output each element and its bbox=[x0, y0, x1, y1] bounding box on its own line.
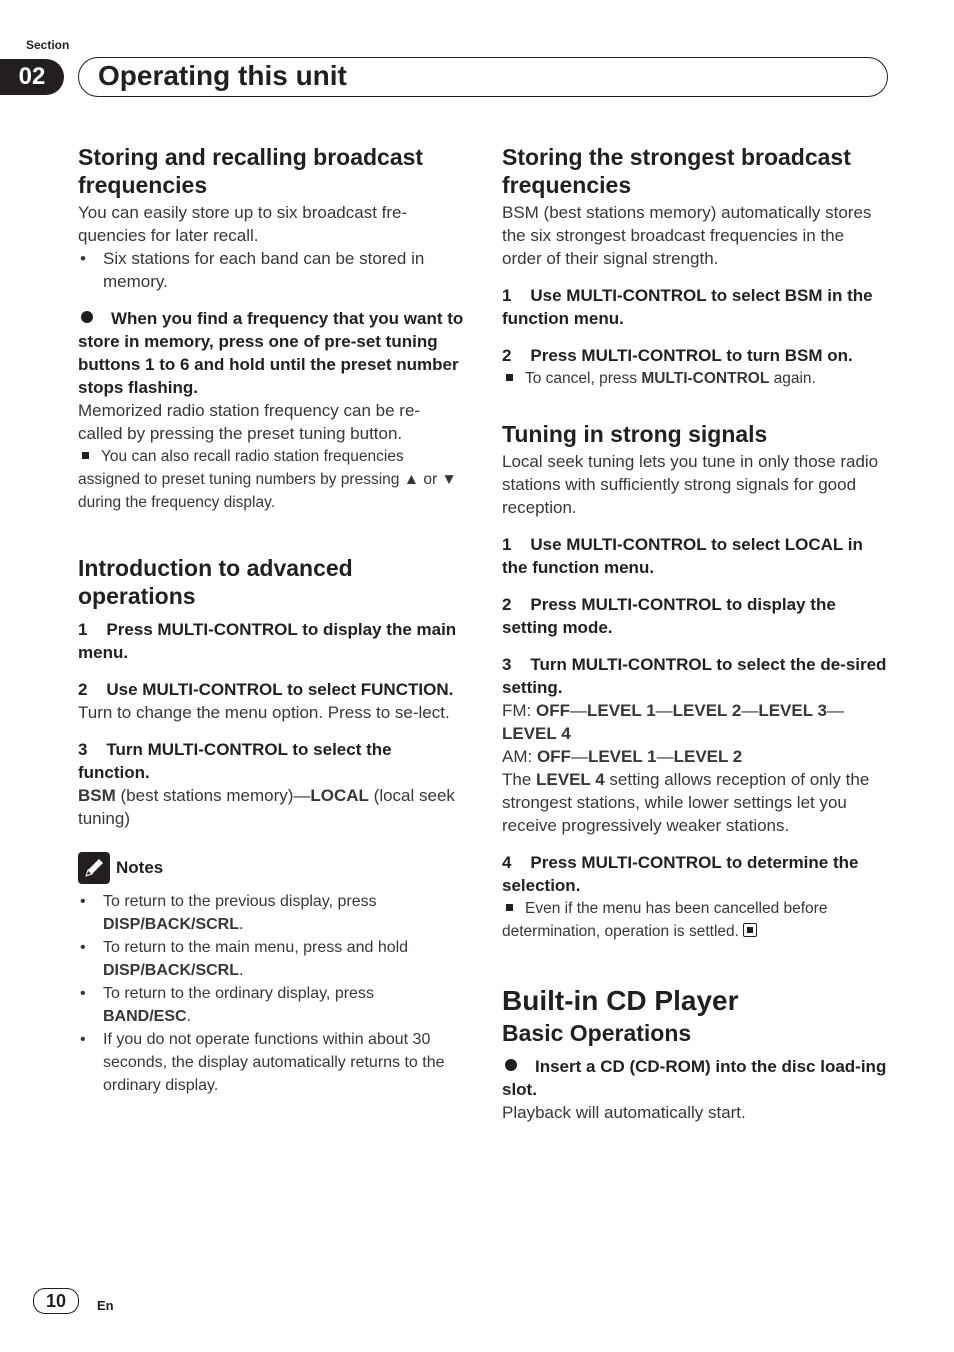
notes-list bbox=[78, 890, 464, 1097]
heading-basic-operations: Basic Operations bbox=[502, 1020, 692, 1046]
tuning-intro: Local seek tuning lets you tune in only those radio stations with sufficiently strong signals for good reception. bbox=[502, 452, 879, 517]
bsm-step-1: 1 Use MULTI-CONTROL to select BSM in the function menu. bbox=[502, 286, 873, 328]
left-column bbox=[78, 143, 464, 1097]
tuning-step-4: 4 Press MULTI-CONTROL to determine the selection. bbox=[502, 853, 859, 895]
store-step: When you find a frequency that you want to store in memory, press one of pre-set tuning buttons 1 to 6 and hold until the preset number stops flashing. bbox=[78, 309, 464, 397]
tuning-step-1: 1 Use MULTI-CONTROL to select LOCAL in the function menu. bbox=[502, 535, 863, 577]
note-square-icon bbox=[82, 452, 89, 459]
bsm-step-2: 2 Press MULTI-CONTROL to turn BSM on. bbox=[502, 346, 853, 365]
cd-step: Insert a CD (CD-ROM) into the disc load-ing slot. bbox=[502, 1057, 887, 1099]
store-body: Memorized radio station frequency can be re-called by pressing the preset tuning button. bbox=[78, 401, 421, 443]
tuning-step-3: 3 Turn MULTI-CONTROL to select the de-sired setting. bbox=[502, 655, 887, 697]
heading-tuning-strong: Tuning in strong signals bbox=[502, 421, 768, 447]
bsm-intro: BSM (best stations memory) automatically stores the six strongest broadcast frequencies in the order of their signal strength. bbox=[502, 203, 872, 268]
adv-step-2: 2 Use MULTI-CONTROL to select FUNCTION. bbox=[78, 680, 454, 699]
note-item: • To return to the main menu, press and hold DISP/BACK/SCRL. bbox=[78, 936, 464, 982]
bullet-dot-icon bbox=[81, 311, 93, 323]
note-item: • If you do not operate functions within about 30 seconds, the display automatically returns to the ordinary display. bbox=[78, 1028, 464, 1097]
notes-title: Notes bbox=[116, 858, 164, 877]
fm-levels: FM: OFF—LEVEL 1—LEVEL 2—LEVEL 3—LEVEL 4 bbox=[502, 701, 844, 743]
notes-header bbox=[78, 852, 464, 884]
store-note: You can also recall radio station frequencies assigned to preset tuning numbers by pressing ▲ or ▼ during the frequency display. bbox=[78, 448, 457, 511]
store-intro: You can easily store up to six broadcast fre-quencies for later recall. bbox=[78, 203, 408, 245]
note-item: • To return to the previous display, press DISP/BACK/SCRL. bbox=[78, 890, 464, 936]
end-mark-icon bbox=[743, 923, 757, 937]
page-title: Operating this unit bbox=[98, 60, 347, 91]
section-number: 02 bbox=[0, 59, 64, 95]
note-item: • To return to the ordinary display, press BAND/ESC. bbox=[78, 982, 464, 1028]
heading-storing-recalling: Storing and recalling broadcast frequencies bbox=[78, 144, 424, 198]
section-label: Section bbox=[26, 38, 70, 52]
heading-intro-advanced: Introduction to advanced operations bbox=[78, 555, 353, 609]
tuning-note: Even if the menu has been cancelled before determination, operation is settled. bbox=[502, 900, 828, 940]
note-square-icon bbox=[506, 374, 513, 381]
store-bullet: • Six stations for each band can be stored in memory. bbox=[78, 247, 464, 293]
am-levels: AM: OFF—LEVEL 1—LEVEL 2 bbox=[502, 747, 743, 766]
notes-pencil-icon bbox=[78, 852, 110, 884]
bsm-note: To cancel, press MULTI-CONTROL again. bbox=[502, 367, 888, 390]
cd-body: Playback will automatically start. bbox=[502, 1103, 746, 1122]
right-column bbox=[502, 143, 888, 1124]
language-label: En bbox=[97, 1298, 114, 1313]
adv-step-3-body: BSM (best stations memory)—LOCAL (local seek tuning) bbox=[78, 786, 455, 828]
tuning-step-2: 2 Press MULTI-CONTROL to display the setting mode. bbox=[502, 595, 836, 637]
page-number: 10 bbox=[33, 1288, 79, 1314]
heading-storing-strongest: Storing the strongest broadcast frequencies bbox=[502, 144, 851, 198]
bullet-dot-icon bbox=[505, 1059, 517, 1071]
note-square-icon bbox=[506, 904, 513, 911]
heading-cd-player: Built-in CD Player bbox=[502, 985, 739, 1016]
level-explanation: The LEVEL 4 setting allows reception of only the strongest stations, while lower settings let you receive progressively weaker stations. bbox=[502, 770, 870, 835]
adv-step-2-body: Turn to change the menu option. Press to se-lect. bbox=[78, 703, 450, 722]
adv-step-1: 1 Press MULTI-CONTROL to display the main menu. bbox=[78, 620, 457, 662]
adv-step-3: 3 Turn MULTI-CONTROL to select the function. bbox=[78, 740, 392, 782]
